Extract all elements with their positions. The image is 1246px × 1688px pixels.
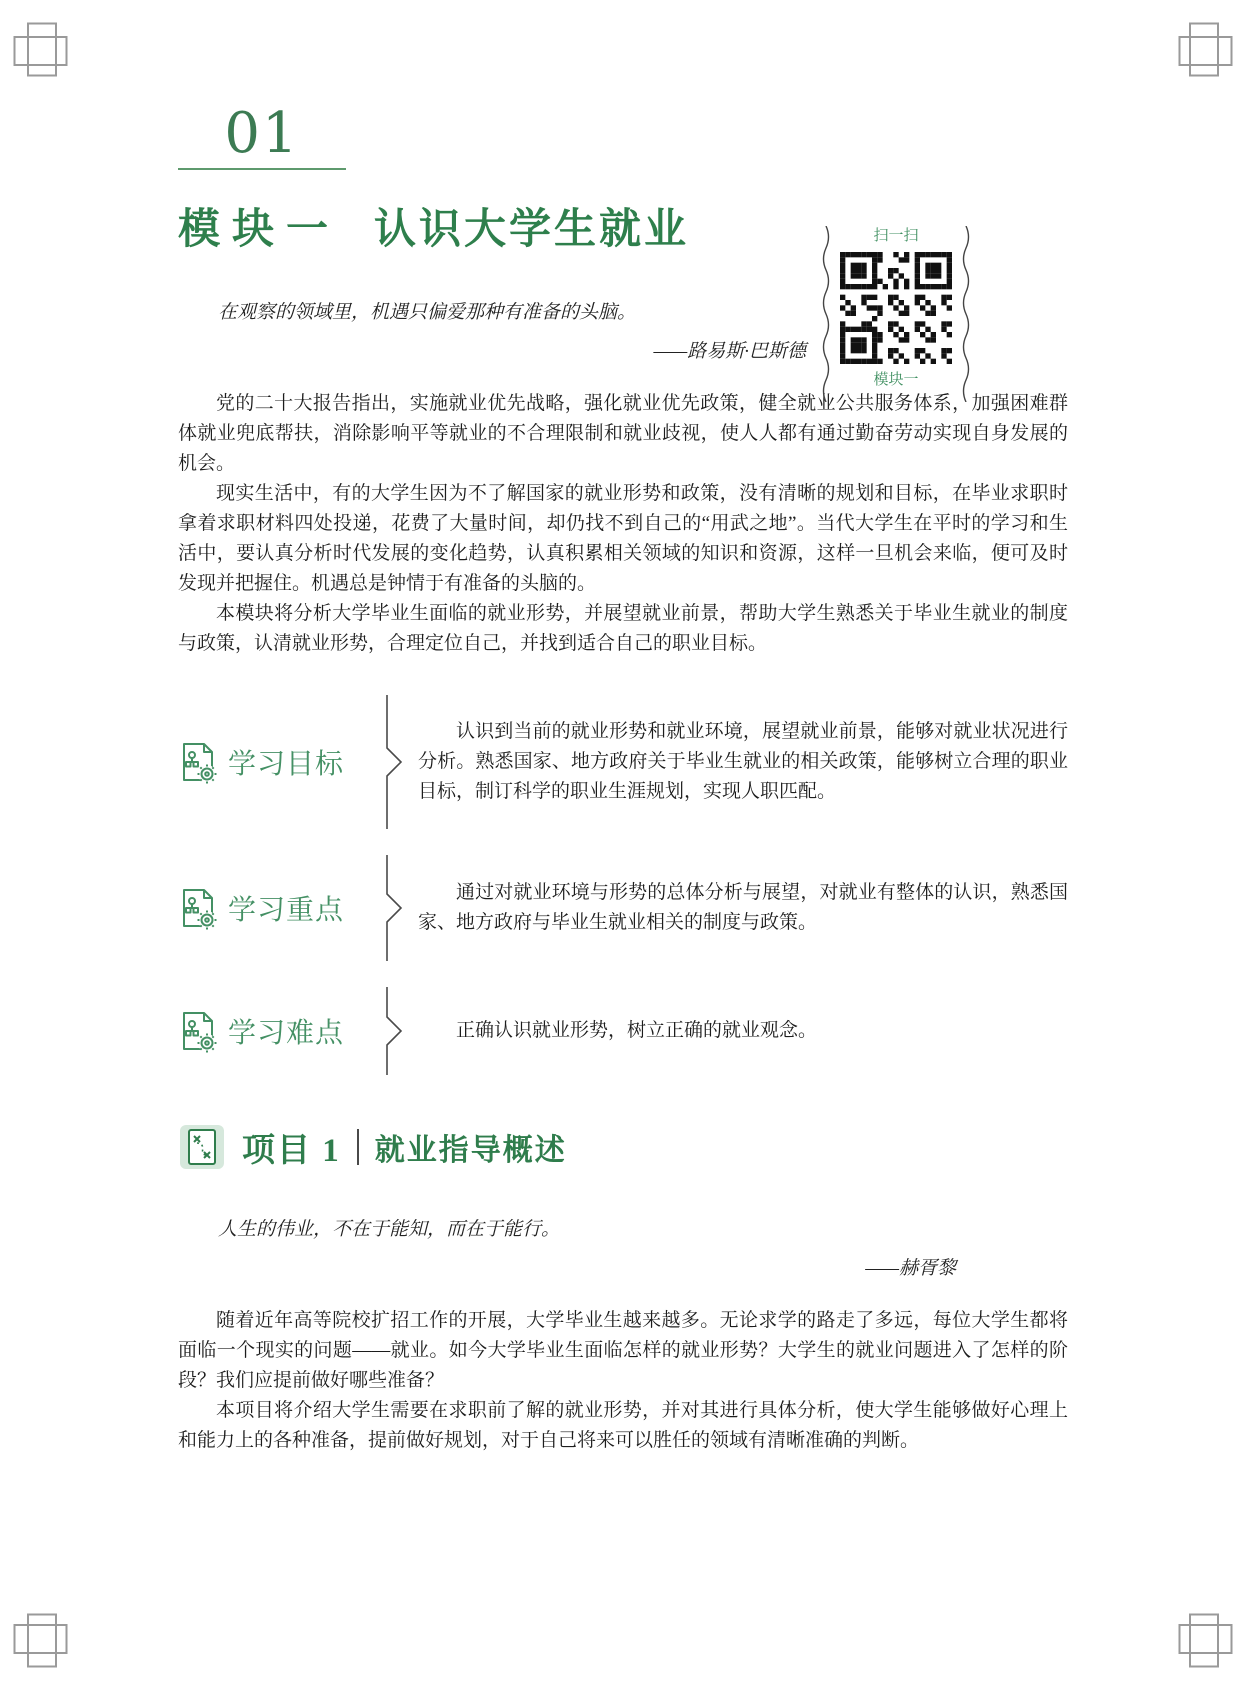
document-gear-icon (178, 740, 218, 784)
chapter-number-block (178, 101, 346, 170)
crop-mark-top-right (1175, 22, 1233, 80)
learning-goals-header (178, 740, 384, 784)
paragraph: 现实生活中，有的大学生因为不了解国家的就业形势和政策，没有清晰的规划和目标，在毕业求职时拿着求职材料四处投递，花费了大量时间，却仍找不到自己的“用武之地”。当代大学生在平时的学习和生活中，要认真分析时代发展的变化趋势，认真积累相关领域的知识和资源，这样一旦机会来临，便可及时发现并把握住。机遇总是钟情于有准备的头脑的。 (178, 483, 1068, 594)
epigraph-1-text: 在观察的领域里，机遇只偏爱那种有准备的头脑。 (218, 302, 637, 323)
crop-mark-bottom-right (1175, 1610, 1233, 1668)
zigzag-left-decoration (820, 226, 832, 402)
learning-difficulty-block (178, 987, 1068, 1075)
paragraph: 随着近年高等院校扩招工作的开展，大学毕业生越来越多。无论求学的路走了多远，每位大学生都将面临一个现实的问题——就业。如今大学毕业生面临怎样的就业形势？大学生的就业问题进入了怎样的阶段？我们应提前做好哪些准备？ (178, 1310, 1068, 1391)
learning-focus-text: 通过对就业环境与形势的总体分析与展望，对就业有整体的认识，熟悉国家、地方政府与毕业生就业相关的制度与政策。 (418, 882, 1068, 933)
project-paragraphs (178, 1306, 1068, 1456)
chevron-divider (384, 855, 418, 961)
learning-difficulty-text: 正确认识就业形势，树立正确的就业观念。 (456, 1020, 818, 1041)
project-number: 项目 1 (242, 1132, 341, 1169)
intro-paragraphs (178, 389, 1068, 659)
learning-focus-block (178, 855, 1068, 961)
epigraph-2-text: 人生的伟业，不在于能知，而在于能行。 (218, 1219, 561, 1240)
page-title-module: 模块一 (178, 205, 341, 252)
chevron-divider (384, 987, 418, 1075)
zigzag-right-decoration (960, 226, 972, 402)
epigraph-2-attribution: ——赫胥黎 (865, 1258, 956, 1279)
qr-block (820, 226, 972, 402)
crop-mark-bottom-left (13, 1610, 71, 1668)
page-title-subject: 认识大学生就业 (374, 205, 690, 252)
epigraph-2 (178, 1215, 1068, 1280)
project-heading-divider (357, 1129, 359, 1165)
chapter-number: 01 (224, 101, 300, 166)
paragraph: 本模块将分析大学毕业生面临的就业形势，并展望就业前景，帮助大学生熟悉关于毕业生就业的制度与政策，认清就业形势，合理定位自己，并找到适合自己的职业目标。 (178, 603, 1068, 654)
project-strategy-icon (178, 1123, 226, 1171)
document-gear-icon (178, 886, 218, 930)
learning-goals-block (178, 695, 1068, 829)
learning-focus-label: 学习重点 (228, 894, 345, 925)
chevron-divider (384, 695, 418, 829)
chapter-underline (178, 168, 346, 170)
learning-difficulty-header (178, 1009, 384, 1053)
project-heading (178, 1123, 1068, 1171)
qr-scan-label: 扫一扫 (873, 227, 919, 244)
learning-goals-text: 认识到当前的就业形势和就业环境，展望就业前景，能够对就业状况进行分析。熟悉国家、地方政府关于毕业生就业的相关政策，能够树立合理的职业目标，制订科学的职业生涯规划，实现人职匹配。 (418, 721, 1068, 802)
qr-module-label: 模块一 (873, 371, 919, 388)
project-title: 就业指导概述 (374, 1134, 567, 1167)
crop-mark-top-left (13, 22, 71, 80)
qr-code-image (840, 252, 952, 364)
paragraph: 本项目将介绍大学生需要在求职前了解的就业形势，并对其进行具体分析，使大学生能够做好心理上和能力上的各种准备，提前做好规划，对于自己将来可以胜任的领域有清晰准确的判断。 (178, 1400, 1068, 1451)
paragraph: 党的二十大报告指出，实施就业优先战略，强化就业优先政策，健全就业公共服务体系，加强困难群体就业兜底帮扶，消除影响平等就业的不合理限制和就业歧视，使人人都有通过勤奋劳动实现自身发展的机会。 (178, 393, 1068, 474)
learning-difficulty-label: 学习难点 (228, 1017, 345, 1048)
document-gear-icon (178, 1009, 218, 1053)
learning-goals-label: 学习目标 (228, 748, 345, 779)
learning-focus-header (178, 886, 384, 930)
learning-section (178, 695, 1068, 1075)
epigraph-1-attribution: ——路易斯·巴斯德 (653, 341, 806, 362)
